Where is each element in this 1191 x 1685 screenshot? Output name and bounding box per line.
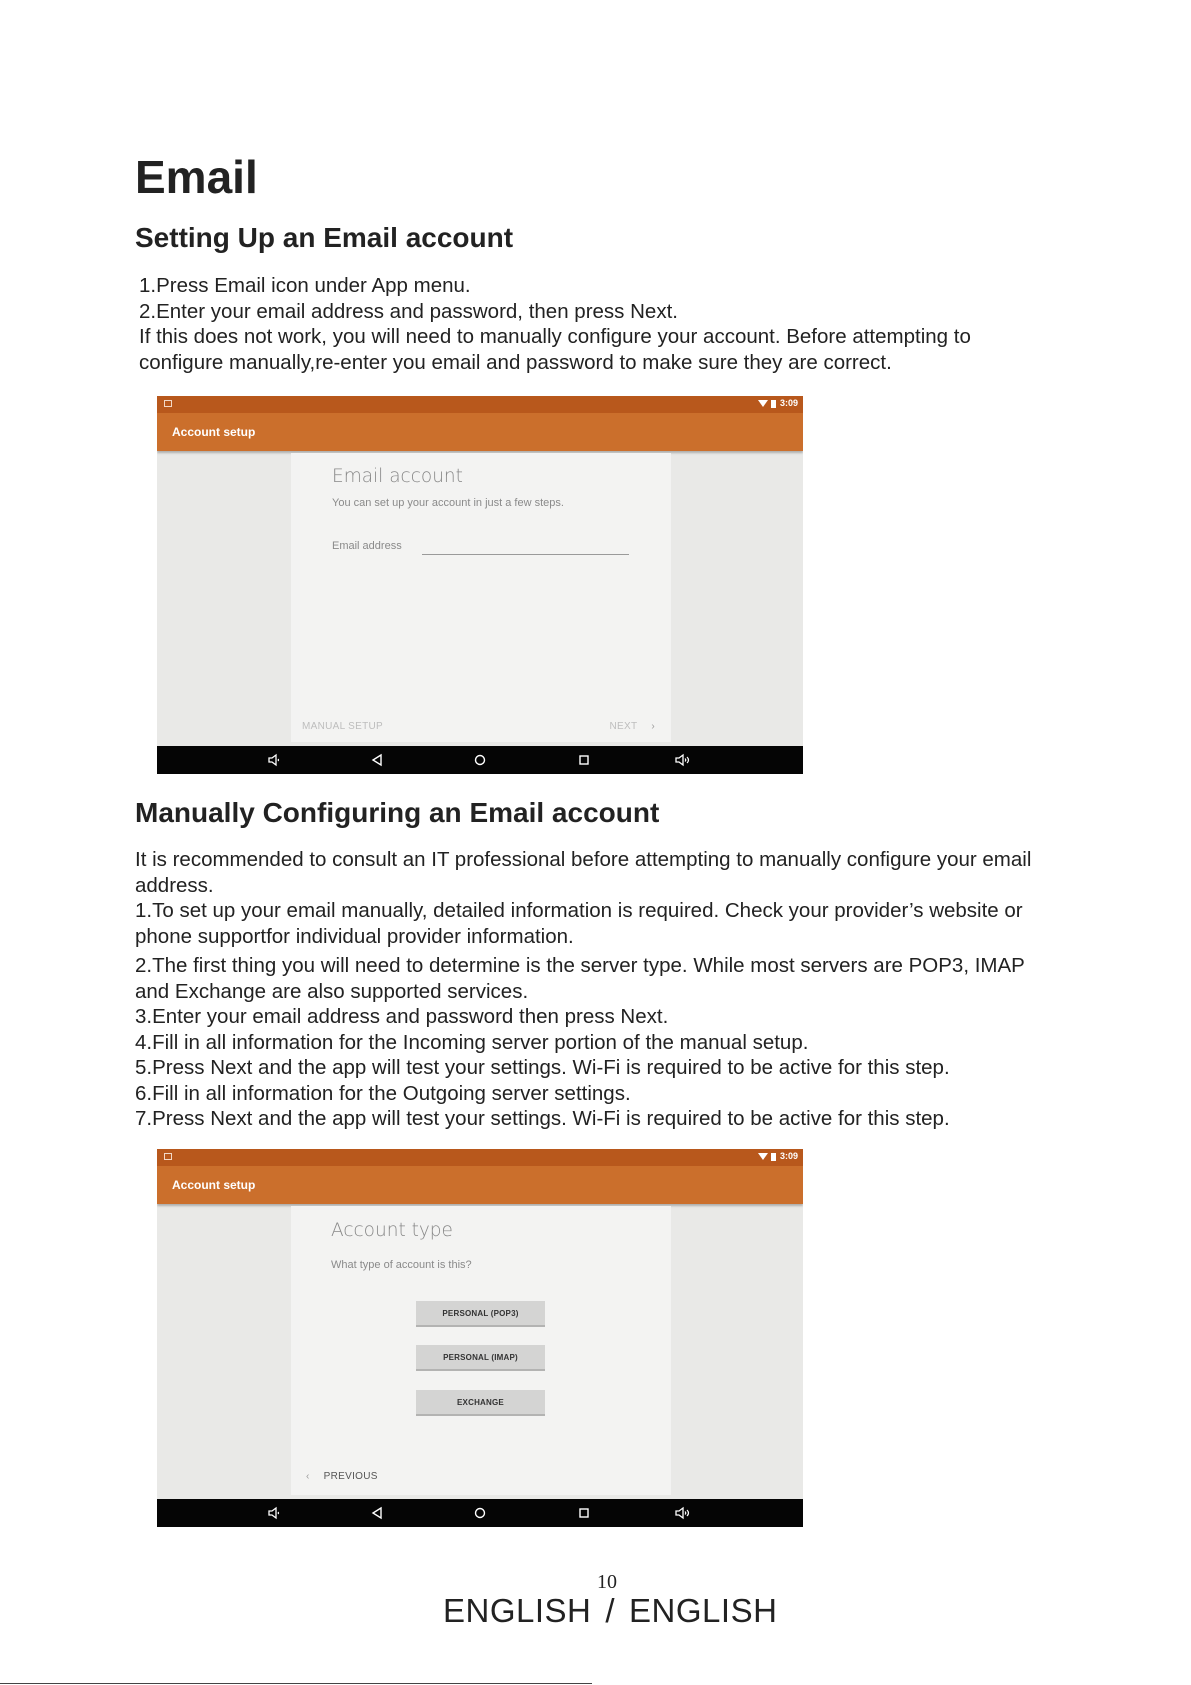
status-bar <box>157 396 803 413</box>
setup-line: 2.Enter your email address and password, then press Next. <box>139 299 678 323</box>
previous-button[interactable] <box>306 1471 378 1482</box>
manual-line: phone supportfor individual provider information. <box>135 924 574 948</box>
wifi-icon <box>758 400 768 407</box>
panel-heading: Account type <box>331 1220 453 1241</box>
volume-up-icon[interactable] <box>674 752 694 768</box>
manual-line: address. <box>135 873 214 897</box>
next-button-label: NEXT <box>609 721 638 732</box>
panel-subtitle: You can set up your account in just a few steps. <box>332 497 564 509</box>
home-icon[interactable] <box>473 752 487 768</box>
status-time: 3:09 <box>779 398 798 408</box>
manual-line: It is recommended to consult an IT professional before attempting to manually configure your email <box>135 848 1032 871</box>
app-bar-title: Account setup <box>172 1178 256 1192</box>
volume-up-icon[interactable] <box>674 1505 694 1521</box>
account-type-panel <box>291 1206 671 1495</box>
battery-icon <box>771 1153 776 1161</box>
status-bar <box>157 1149 803 1166</box>
email-address-input[interactable] <box>422 539 629 555</box>
back-icon[interactable] <box>370 1505 384 1521</box>
personal-pop3-button[interactable]: PERSONAL (POP3) <box>416 1301 545 1327</box>
language-separator: / <box>605 1592 616 1629</box>
manual-line: 5.Press Next and the app will test your settings. Wi-Fi is required to be active for this step. <box>135 1056 950 1079</box>
manual-line: 6.Fill in all information for the Outgoing server settings. <box>135 1081 631 1105</box>
page-number: 10 <box>597 1571 617 1593</box>
manual-setup-button[interactable]: MANUAL SETUP <box>302 721 384 732</box>
page-title: Email <box>135 151 258 203</box>
battery-icon <box>771 400 776 408</box>
personal-imap-button[interactable]: PERSONAL (IMAP) <box>416 1345 545 1371</box>
manual-line: 2.The first thing you will need to determine is the server type. While most servers are POP3, IMAP <box>135 954 1025 977</box>
sim-icon <box>164 1153 172 1160</box>
manual-instructions <box>135 847 1135 1132</box>
status-time: 3:09 <box>779 1151 798 1161</box>
panel-subtitle: What type of account is this? <box>331 1259 472 1271</box>
previous-button-label: PREVIOUS <box>323 1471 378 1482</box>
next-button[interactable] <box>609 721 655 732</box>
language-left: ENGLISH <box>443 1592 592 1629</box>
wifi-icon <box>758 1153 768 1160</box>
language-right: ENGLISH <box>629 1592 778 1629</box>
panel-heading: Email account <box>332 466 463 487</box>
status-right <box>758 1151 798 1161</box>
nav-bar <box>157 1499 803 1527</box>
volume-down-icon[interactable] <box>267 1505 283 1521</box>
section-heading-manual: Manually Configuring an Email account <box>135 797 660 828</box>
setup-line: If this does not work, you will need to manually configure your account. Before attempting to <box>139 325 971 348</box>
email-address-label: Email address <box>332 540 402 552</box>
status-right <box>758 398 798 408</box>
section-heading-setup: Setting Up an Email account <box>135 222 514 253</box>
manual-line: 3.Enter your email address and password then press Next. <box>135 1005 669 1028</box>
app-bar <box>157 413 803 451</box>
manual-line: and Exchange are also supported services. <box>135 979 529 1003</box>
recents-icon[interactable] <box>577 752 591 768</box>
manual-line: 1.To set up your email manually, detailed information is required. Check your provider’s website or <box>135 899 1023 922</box>
chevron-left-icon: ‹ <box>306 1471 310 1482</box>
home-icon[interactable] <box>473 1505 487 1521</box>
exchange-button[interactable]: EXCHANGE <box>416 1390 545 1416</box>
sim-icon <box>164 400 172 407</box>
setup-instructions <box>139 273 1099 375</box>
app-bar-title: Account setup <box>172 425 256 439</box>
bottom-rule <box>0 1683 592 1684</box>
recents-icon[interactable] <box>577 1505 591 1521</box>
account-type-screenshot <box>157 1149 803 1527</box>
app-bar <box>157 1166 803 1204</box>
setup-line: 1.Press Email icon under App menu. <box>139 274 471 297</box>
email-account-panel <box>291 453 671 742</box>
manual-line: 7.Press Next and the app will test your settings. Wi-Fi is required to be active for this step. <box>135 1107 950 1130</box>
back-icon[interactable] <box>370 752 384 768</box>
email-account-screenshot <box>157 396 803 774</box>
language-footer <box>443 1592 777 1630</box>
volume-down-icon[interactable] <box>267 752 283 768</box>
nav-bar <box>157 746 803 774</box>
setup-line: configure manually,re-enter you email and password to make sure they are correct. <box>139 350 892 374</box>
chevron-right-icon: › <box>651 721 655 732</box>
manual-line: 4.Fill in all information for the Incoming server portion of the manual setup. <box>135 1030 809 1054</box>
